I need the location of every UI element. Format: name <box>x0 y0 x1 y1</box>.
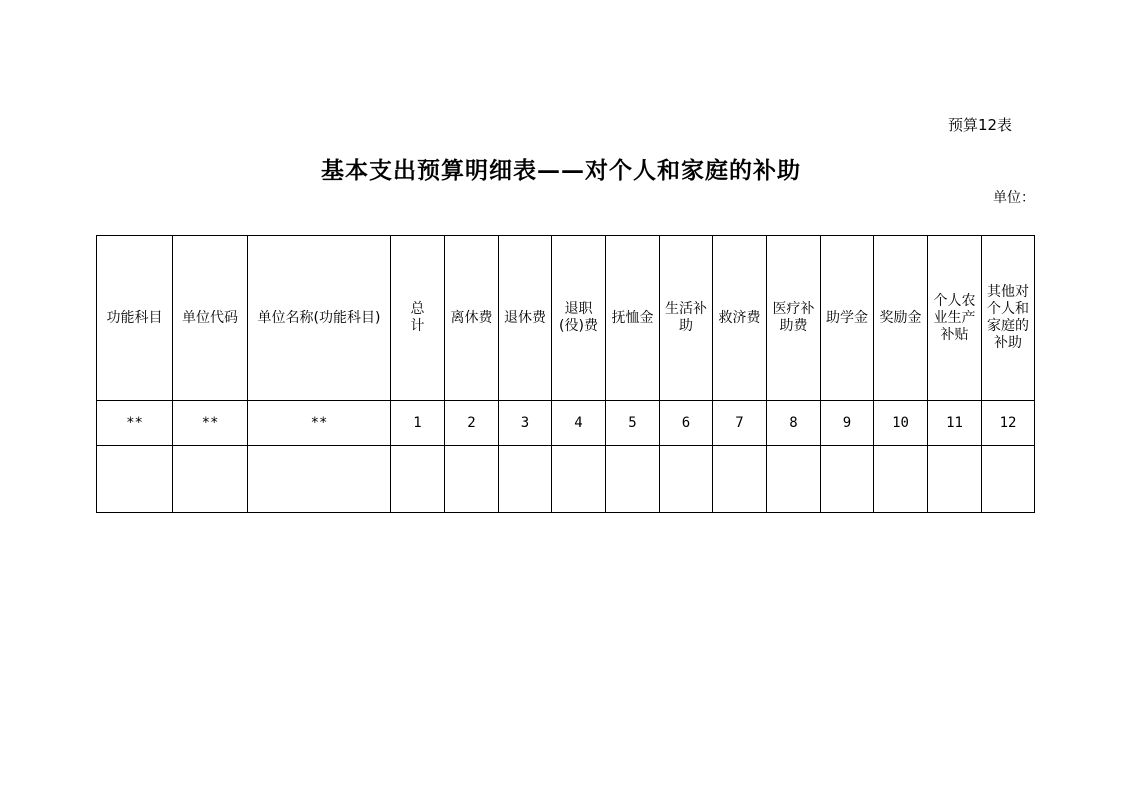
header-cell <box>606 236 660 401</box>
header-label: 医疗补助费 <box>772 301 815 334</box>
header-cell <box>97 236 173 401</box>
index-cell: 6 <box>660 401 713 446</box>
index-cell: 8 <box>767 401 821 446</box>
budget-table <box>96 235 1035 513</box>
header-label: 退职(役)费 <box>559 301 598 334</box>
index-cell: 4 <box>552 401 606 446</box>
header-cell <box>173 236 248 401</box>
header-label: 单位名称(功能科目) <box>257 309 381 326</box>
data-cell <box>445 446 499 513</box>
data-cell <box>821 446 874 513</box>
unit-label: 单位： <box>993 190 1035 206</box>
data-cell <box>391 446 445 513</box>
header-row <box>97 236 1035 401</box>
data-cell <box>499 446 552 513</box>
index-cell: 5 <box>606 401 660 446</box>
header-cell <box>499 236 552 401</box>
form-number: 预算12表 <box>947 116 1013 134</box>
index-cell: 2 <box>445 401 499 446</box>
index-cell: 7 <box>713 401 767 446</box>
header-cell <box>552 236 606 401</box>
index-cell: 3 <box>499 401 552 446</box>
index-cell: ** <box>97 401 173 446</box>
header-cell <box>391 236 445 401</box>
data-cell <box>552 446 606 513</box>
header-label: 退休费 <box>504 309 546 326</box>
header-label: 抚恤金 <box>611 309 654 326</box>
header-cell <box>821 236 874 401</box>
index-cell: 9 <box>821 401 874 446</box>
data-cell <box>173 446 248 513</box>
header-label: 个人农业生产补贴 <box>933 292 976 343</box>
data-cell <box>767 446 821 513</box>
header-label: 其他对个人和家庭的补助 <box>987 284 1029 351</box>
header-label: 生活补助 <box>665 301 707 334</box>
index-cell: 12 <box>982 401 1035 446</box>
header-cell <box>660 236 713 401</box>
header-cell <box>874 236 928 401</box>
data-cell <box>606 446 660 513</box>
data-cell <box>660 446 713 513</box>
header-label: 功能科目 <box>106 309 163 326</box>
header-cell <box>767 236 821 401</box>
data-row <box>97 446 1035 513</box>
header-label: 助学金 <box>826 309 868 326</box>
index-cell: 10 <box>874 401 928 446</box>
data-cell <box>248 446 391 513</box>
header-cell <box>248 236 391 401</box>
header-label: 奖励金 <box>879 309 922 326</box>
header-cell <box>445 236 499 401</box>
header-cell <box>928 236 982 401</box>
column-index-row <box>97 401 1035 446</box>
index-cell: 1 <box>391 401 445 446</box>
header-label: 离休费 <box>450 309 493 326</box>
header-label: 总计 <box>410 301 425 334</box>
data-cell <box>874 446 928 513</box>
header-label: 单位代码 <box>182 309 238 326</box>
data-cell <box>928 446 982 513</box>
index-cell: ** <box>248 401 391 446</box>
header-label: 救济费 <box>718 309 761 326</box>
header-cell <box>982 236 1035 401</box>
data-cell <box>97 446 173 513</box>
index-cell: ** <box>173 401 248 446</box>
data-cell <box>713 446 767 513</box>
index-cell: 11 <box>928 401 982 446</box>
document-title: 基本支出预算明细表——对个人和家庭的补助 <box>321 157 801 184</box>
header-cell <box>713 236 767 401</box>
data-cell <box>982 446 1035 513</box>
